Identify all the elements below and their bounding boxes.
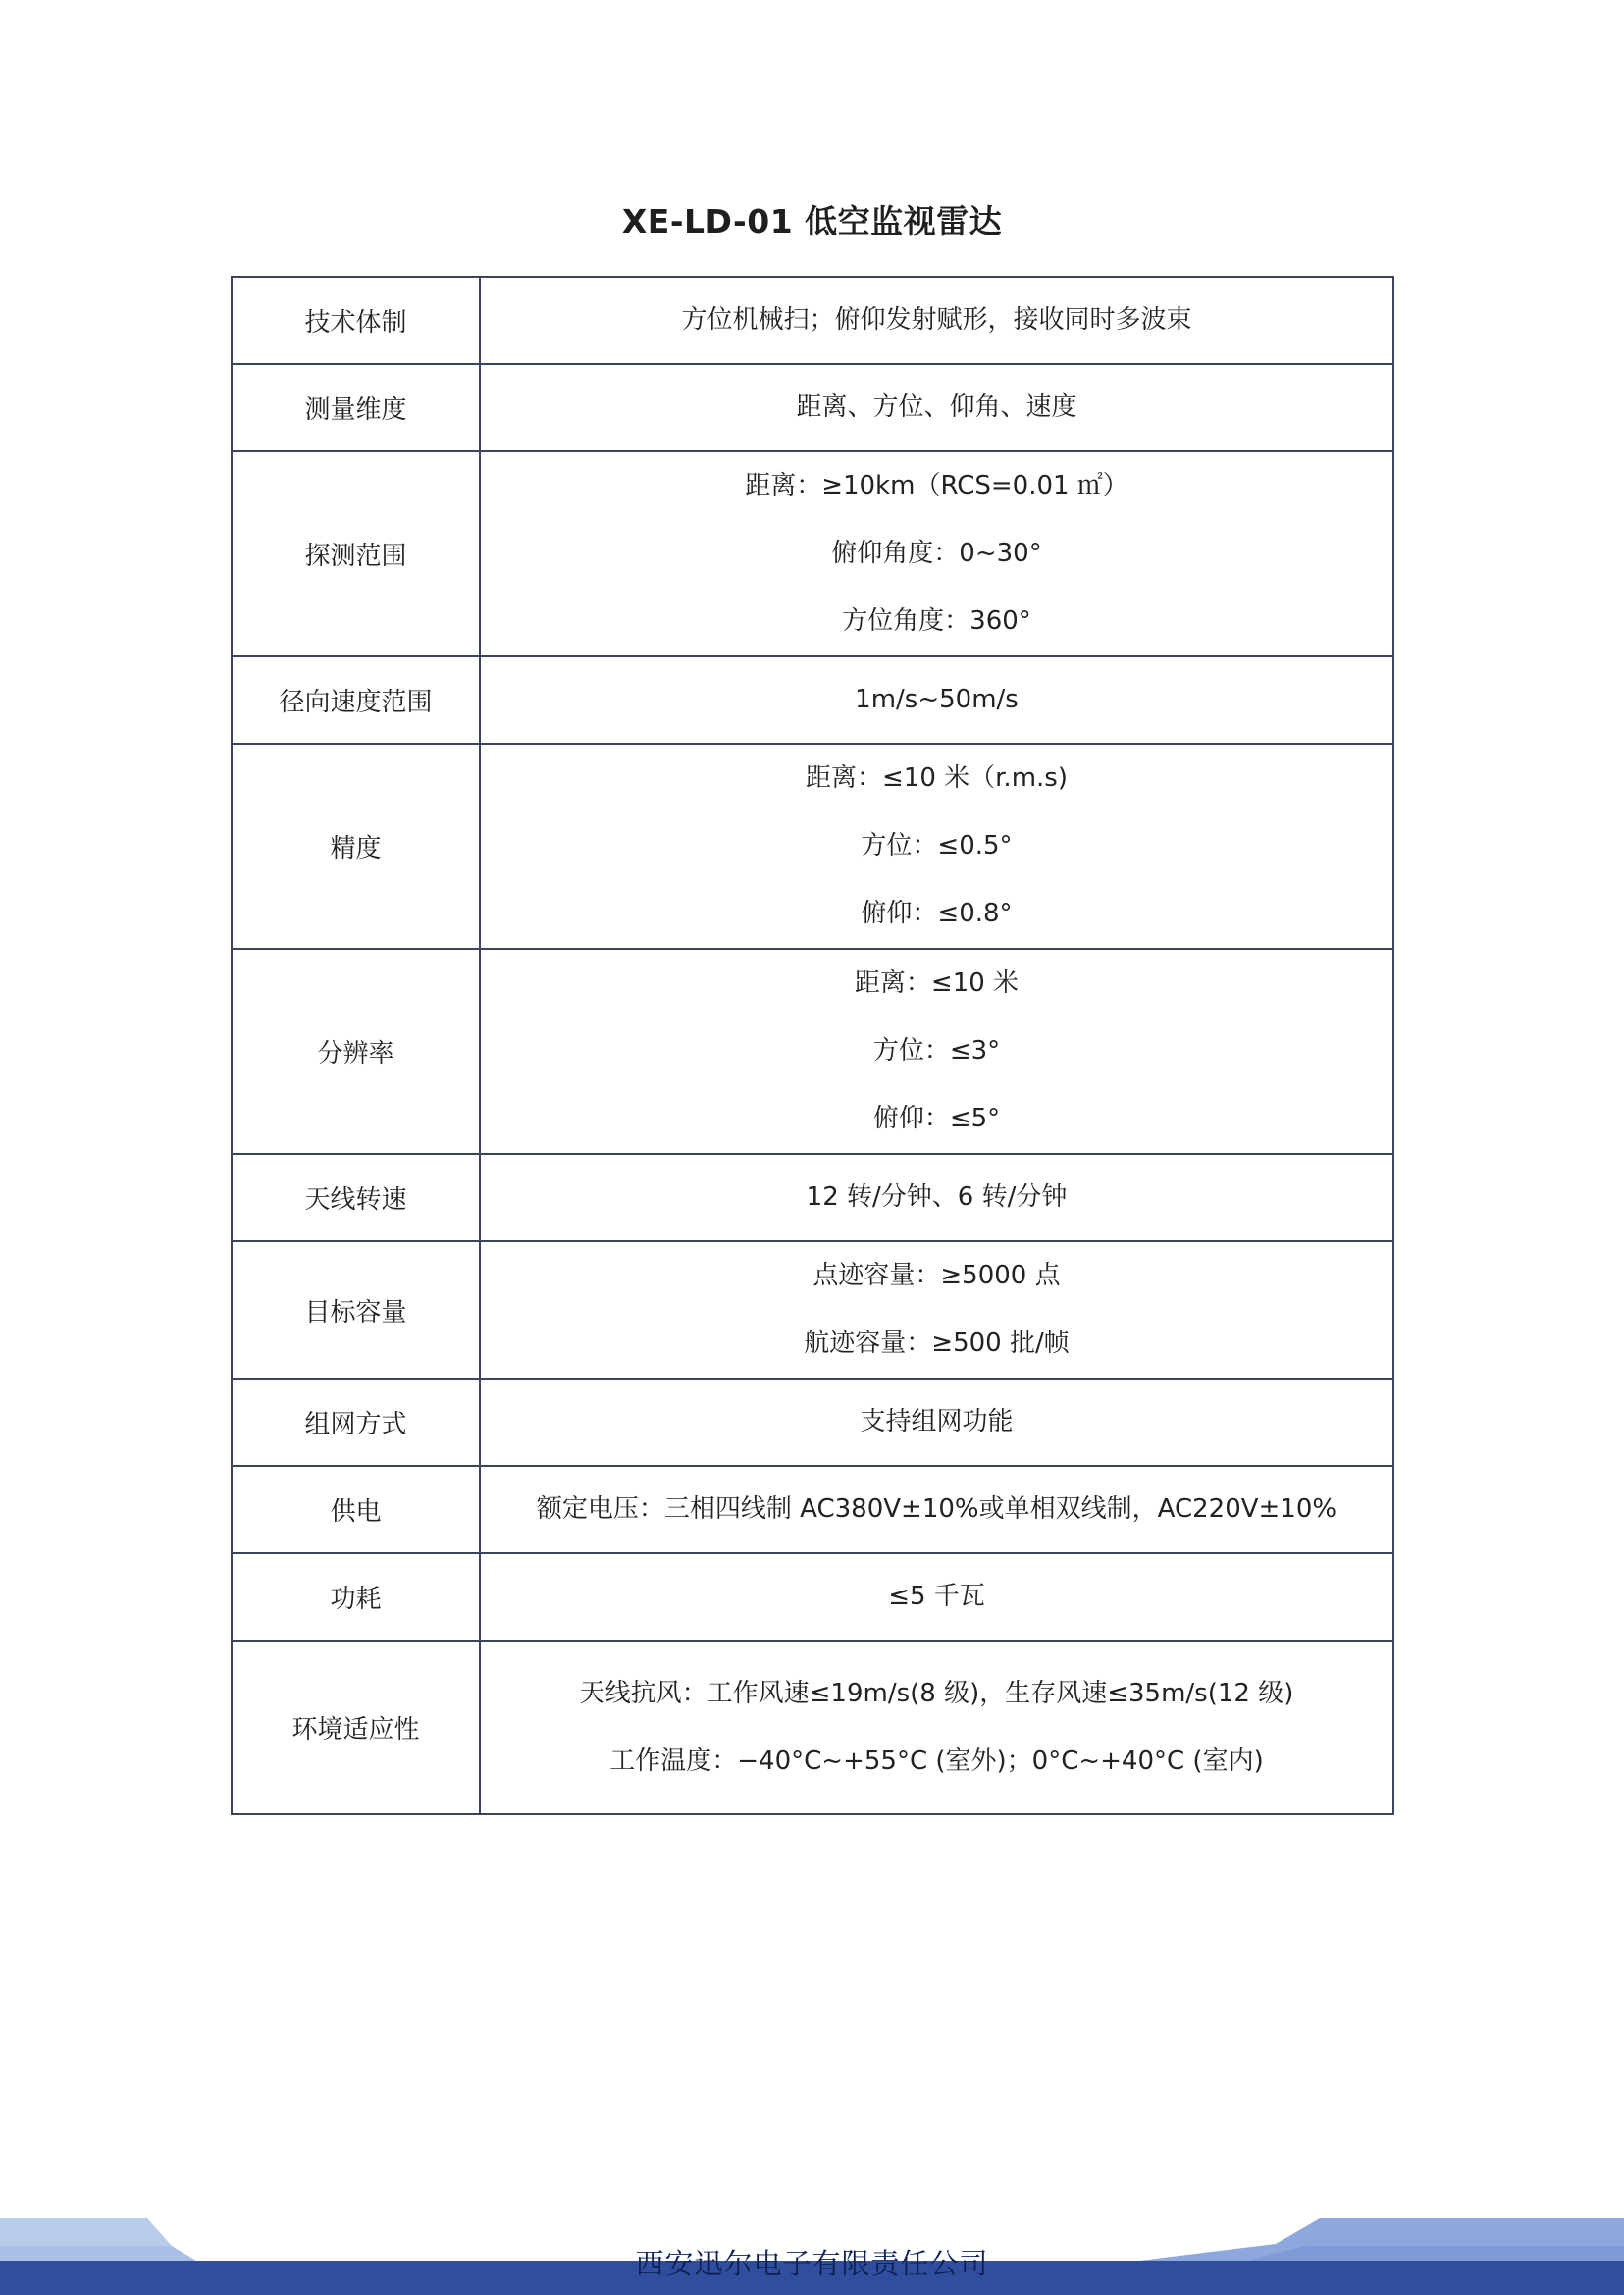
spec-row xyxy=(232,451,1393,656)
spec-value-line: ≤5 千瓦 xyxy=(888,1582,985,1611)
page-footer xyxy=(0,2099,1624,2295)
spec-label: 环境适应性 xyxy=(232,1641,480,1814)
spec-label: 天线转速 xyxy=(232,1154,480,1241)
spec-value-cell xyxy=(480,744,1393,949)
spec-row xyxy=(232,277,1393,364)
spec-label: 精度 xyxy=(232,744,480,949)
spec-label: 供电 xyxy=(232,1466,480,1553)
document-title: XE-LD-01 低空监视雷达 xyxy=(621,202,1003,240)
spec-row xyxy=(232,1466,1393,1553)
spec-value-cell xyxy=(480,1379,1393,1466)
spec-label: 分辨率 xyxy=(232,949,480,1154)
spec-value-cell xyxy=(480,451,1393,656)
spec-value-line: 方位角度：360° xyxy=(842,606,1031,636)
spec-value-line: 天线抗风：工作风速≤19m/s(8 级)，生存风速≤35m/s(12 级) xyxy=(579,1678,1294,1708)
spec-value-cell xyxy=(480,1641,1393,1814)
spec-value-cell xyxy=(480,1466,1393,1553)
spec-value-cell xyxy=(480,1154,1393,1241)
spec-value-line: 额定电压：三相四线制 AC380V±10%或单相双线制，AC220V±10% xyxy=(536,1494,1337,1524)
spec-value-line: 工作温度：−40°C~+55°C (室外)；0°C~+40°C (室内) xyxy=(609,1746,1264,1776)
spec-value-line: 1m/s~50m/s xyxy=(855,685,1019,714)
spec-row xyxy=(232,1379,1393,1466)
spec-label: 测量维度 xyxy=(232,364,480,451)
spec-row xyxy=(232,656,1393,744)
spec-value-line: 方位机械扫；俯仰发射赋形，接收同时多波束 xyxy=(681,305,1192,335)
spec-row xyxy=(232,364,1393,451)
spec-label: 探测范围 xyxy=(232,451,480,656)
spec-value-cell xyxy=(480,656,1393,744)
spec-value-cell xyxy=(480,277,1393,364)
spec-table-body xyxy=(232,277,1393,1814)
spec-table xyxy=(231,276,1394,1815)
spec-value-line: 俯仰角度：0~30° xyxy=(831,539,1042,568)
spec-row xyxy=(232,1241,1393,1379)
spec-value-cell xyxy=(480,364,1393,451)
spec-label: 径向速度范围 xyxy=(232,656,480,744)
spec-value-line: 点迹容量：≥5000 点 xyxy=(812,1261,1061,1290)
spec-value-line: 方位：≤0.5° xyxy=(861,831,1013,861)
spec-value-line: 支持组网功能 xyxy=(860,1407,1014,1436)
spec-row xyxy=(232,1553,1393,1641)
spec-label: 技术体制 xyxy=(232,277,480,364)
spec-value-cell xyxy=(480,1241,1393,1379)
spec-value-line: 航迹容量：≥500 批/帧 xyxy=(804,1329,1070,1358)
spec-label: 目标容量 xyxy=(232,1241,480,1379)
spec-label: 组网方式 xyxy=(232,1379,480,1466)
spec-value-line: 俯仰：≤0.8° xyxy=(861,899,1013,928)
spec-row xyxy=(232,949,1393,1154)
spec-value-line: 俯仰：≤5° xyxy=(872,1104,1001,1133)
spec-row xyxy=(232,1154,1393,1241)
spec-value-line: 距离：≥10km（RCS=0.01 ㎡） xyxy=(745,471,1128,500)
spec-value-line: 距离：≤10 米（r.m.s) xyxy=(806,763,1068,793)
footer-company-name: 西安迅尔电子有限责任公司 xyxy=(635,2247,989,2280)
spec-value-line: 12 转/分钟、6 转/分钟 xyxy=(806,1182,1068,1212)
spec-value-line: 距离：≤10 米 xyxy=(854,968,1020,998)
spec-value-cell xyxy=(480,1553,1393,1641)
spec-value-line: 方位：≤3° xyxy=(872,1036,1001,1066)
spec-label: 功耗 xyxy=(232,1553,480,1641)
spec-row xyxy=(232,744,1393,949)
spec-value-cell xyxy=(480,949,1393,1154)
spec-value-line: 距离、方位、仰角、速度 xyxy=(796,392,1077,422)
spec-row xyxy=(232,1641,1393,1814)
